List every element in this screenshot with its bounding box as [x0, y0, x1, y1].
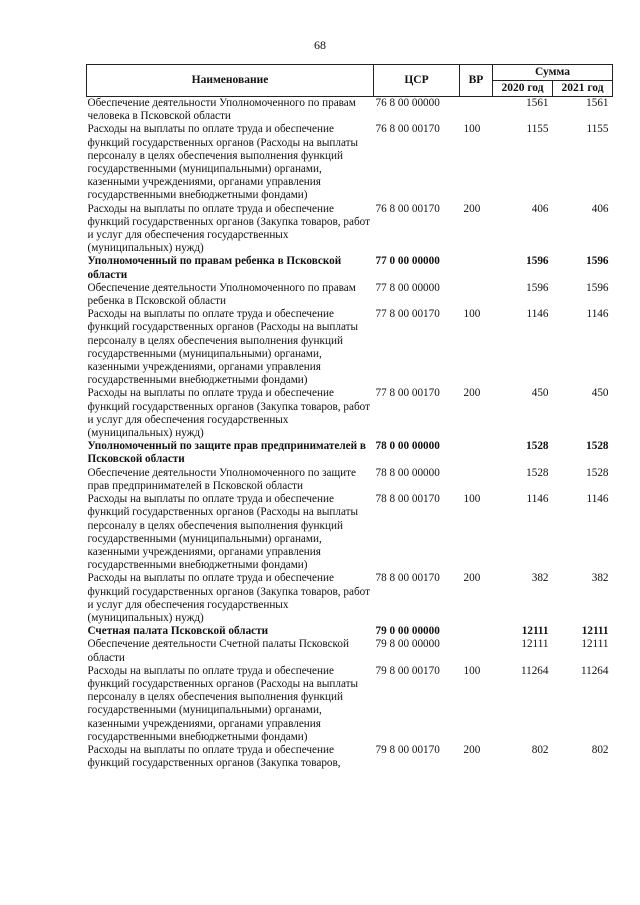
table-row — [87, 493, 613, 572]
row-vr-cell: 100 — [463, 308, 481, 321]
header-vr: ВР — [460, 65, 493, 97]
row-name-cell: Обеспечение деятельности Уполномоченного по защите прав предпринимателей в Псковской области — [87, 466, 356, 492]
row-csr-cell: 79 8 00 00170 — [375, 664, 440, 677]
budget-table-container — [86, 64, 612, 770]
row-sum-2020-cell: 1596 — [526, 281, 549, 294]
table-row — [87, 467, 613, 493]
row-name-cell: Счетная палата Псковской области — [87, 625, 269, 638]
row-name-cell: Обеспечение деятельности Уполномоченного по правам ребенка в Псковской области — [87, 281, 356, 308]
row-sum-2021-cell: 382 — [591, 572, 609, 585]
table-body — [87, 97, 613, 771]
row-csr-cell: 78 8 00 00170 — [375, 572, 440, 585]
row-name-cell: Расходы на выплаты по оплате труда и обеспечение функций государственных органов (Расходы на выплаты персоналу в целях обеспечения выполнения функций государственными (муниципальными) органами, казенными учреждениями, органами управления государственными внебюджетными фондами) — [87, 493, 359, 572]
row-sum-2021-cell: 1596 — [586, 281, 609, 294]
header-year-2020: 2020 год — [493, 81, 553, 97]
row-vr-cell: 100 — [463, 123, 481, 136]
row-sum-2020-cell: 1528 — [526, 466, 549, 479]
table-row — [87, 440, 613, 466]
row-sum-2021-cell: 1561 — [553, 97, 613, 124]
header-sum: Сумма — [493, 65, 613, 81]
row-csr-cell: 77 8 00 00170 — [375, 387, 440, 400]
row-vr-cell: 100 — [463, 664, 481, 677]
row-vr-cell: 200 — [463, 202, 481, 215]
row-sum-2020-cell: 450 — [531, 387, 549, 400]
row-name-cell: Расходы на выплаты по оплате труда и обеспечение функций государственных органов (Закупка товаров, работ и услуг для обеспечения государственных (муниципальных) нужд) — [87, 572, 370, 624]
row-sum-2020-cell: 1528 — [526, 440, 549, 453]
row-vr-cell — [460, 467, 493, 493]
row-sum-2021-cell: 12111 — [581, 625, 609, 638]
row-csr-cell: 77 8 00 00000 — [375, 281, 440, 294]
row-csr-cell: 79 8 00 00000 — [375, 638, 440, 651]
table-row — [87, 97, 613, 124]
row-sum-2021-cell: 450 — [591, 387, 609, 400]
row-vr-cell: 200 — [463, 387, 481, 400]
row-sum-2021-cell: 1596 — [586, 255, 609, 268]
row-sum-2020-cell: 1146 — [526, 308, 549, 321]
row-name-cell: Обеспечение деятельности Уполномоченного по правам человека в Псковской области — [87, 97, 374, 124]
table-row — [87, 572, 613, 625]
row-csr-cell: 79 8 00 00170 — [375, 743, 440, 756]
page-number: 68 — [314, 38, 326, 52]
row-csr-cell: 77 0 00 00000 — [375, 255, 440, 268]
row-sum-2020-cell: 382 — [531, 572, 549, 585]
table-row — [87, 203, 613, 256]
row-name-cell: Уполномоченный по защите прав предпринимателей в Псковской области — [87, 440, 366, 466]
row-csr-cell: 78 0 00 00000 — [375, 440, 440, 453]
row-sum-2020-cell: 1596 — [526, 255, 549, 268]
row-vr-cell: 100 — [463, 493, 481, 506]
row-sum-2020-cell: 11264 — [520, 664, 549, 677]
table-row — [87, 665, 613, 744]
row-name-cell: Уполномоченный по правам ребенка в Псковской области — [87, 255, 342, 281]
row-vr-cell — [460, 282, 493, 308]
row-vr-cell: 200 — [463, 743, 481, 756]
row-name-cell: Расходы на выплаты по оплате труда и обеспечение функций государственных органов (Расходы на выплаты персоналу в целях обеспечения выполнения функций государственными (муниципальными) органами, казенными учреждениями, органами управления государственными внебюджетными фондами) — [87, 664, 359, 743]
budget-table — [86, 64, 613, 770]
row-sum-2020-cell: 1155 — [526, 123, 549, 136]
row-sum-2020-cell: 802 — [531, 743, 549, 756]
row-sum-2020-cell: 1561 — [493, 97, 553, 124]
row-csr-cell: 76 8 00 00170 — [375, 202, 440, 215]
row-vr-cell — [460, 638, 493, 664]
row-name-cell: Расходы на выплаты по оплате труда и обеспечение функций государственных органов (Расходы на выплаты персоналу в целях обеспечения выполнения функций государственными (муниципальными) органами, казенными учреждениями, органами управления государственными внебюджетными фондами) — [87, 308, 359, 387]
row-csr-cell: 77 8 00 00170 — [375, 308, 440, 321]
row-sum-2020-cell: 12111 — [521, 638, 549, 651]
table-row — [87, 387, 613, 440]
table-header — [87, 65, 613, 97]
row-sum-2021-cell: 406 — [591, 202, 609, 215]
table-row — [87, 255, 613, 281]
row-csr-cell: 78 8 00 00170 — [375, 493, 440, 506]
row-vr-cell — [460, 440, 493, 466]
row-sum-2020-cell: 1146 — [526, 493, 549, 506]
table-row — [87, 625, 613, 638]
row-vr-cell — [460, 625, 493, 638]
row-name-cell: Расходы на выплаты по оплате труда и обеспечение функций государственных органов (Расходы на выплаты персоналу в целях обеспечения выполнения функций государственными (муниципальными) органами, казенными учреждениями, органами управления государственными внебюджетными фондами) — [87, 123, 359, 202]
row-csr-cell: 79 0 00 00000 — [375, 625, 440, 638]
row-sum-2020-cell: 12111 — [521, 625, 549, 638]
row-sum-2021-cell: 11264 — [580, 664, 609, 677]
table-row — [87, 638, 613, 664]
table-row — [87, 282, 613, 308]
row-name-cell: Обеспечение деятельности Счетной палаты Псковской области — [87, 638, 349, 664]
row-sum-2021-cell: 1155 — [586, 123, 609, 136]
row-sum-2021-cell: 1146 — [586, 493, 609, 506]
header-year-2021: 2021 год — [553, 81, 613, 97]
row-sum-2021-cell: 12111 — [581, 638, 609, 651]
row-name-cell: Расходы на выплаты по оплате труда и обеспечение функций государственных органов (Закупка товаров, работ и услуг для обеспечения государственных (муниципальных) нужд) — [87, 202, 370, 255]
row-vr-cell — [460, 255, 493, 281]
row-sum-2021-cell: 1528 — [586, 466, 609, 479]
row-vr-cell — [460, 97, 493, 124]
row-vr-cell: 200 — [463, 572, 481, 585]
row-sum-2021-cell: 1528 — [586, 440, 609, 453]
row-name-cell: Расходы на выплаты по оплате труда и обеспечение функций государственных органов (Закупка товаров, — [87, 743, 341, 770]
row-csr-cell: 76 8 00 00170 — [375, 123, 440, 136]
table-row — [87, 744, 613, 770]
header-name: Наименование — [87, 65, 374, 97]
row-name-cell: Расходы на выплаты по оплате труда и обеспечение функций государственных органов (Закупка товаров, работ и услуг для обеспечения государственных (муниципальных) нужд) — [87, 387, 370, 440]
row-csr-cell: 76 8 00 00000 — [374, 97, 460, 124]
row-sum-2021-cell: 1146 — [586, 308, 609, 321]
row-csr-cell: 78 8 00 00000 — [375, 466, 440, 479]
row-sum-2020-cell: 406 — [531, 202, 549, 215]
header-csr: ЦСР — [374, 65, 460, 97]
table-row — [87, 308, 613, 387]
table-row — [87, 123, 613, 202]
row-sum-2021-cell: 802 — [591, 743, 609, 756]
